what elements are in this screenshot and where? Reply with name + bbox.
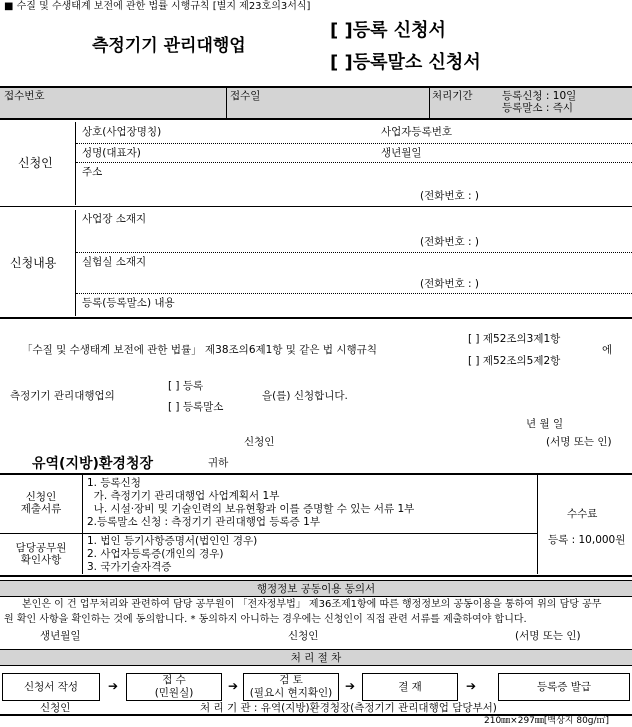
submit-doc-item: 2.등록말소 신청 : 측정기기 관리대행업 등록증 1부 bbox=[87, 516, 320, 528]
arrow-icon: ➔ bbox=[466, 679, 477, 693]
business-site-label: 사업장 소재지 bbox=[82, 213, 147, 225]
address-label: 주소 bbox=[82, 166, 103, 178]
official-check-list bbox=[87, 535, 257, 574]
consent-title: 행정정보 공동이용 동의서 bbox=[256, 583, 376, 595]
check-item: 2. 사업자등록증(개인의 경우) bbox=[87, 548, 224, 560]
title-option-cancel: [ ]등록말소 신청서 bbox=[330, 52, 481, 73]
biz-reg-number-label: 사업자등록번호 bbox=[381, 126, 453, 138]
recipient-suffix: 귀하 bbox=[208, 457, 229, 469]
step-issue: 등록증 발급 bbox=[498, 673, 630, 701]
arrow-icon: ➔ bbox=[108, 679, 119, 693]
submit-doc-item: 가. 측정기기 관리대행업 사업계획서 1부 bbox=[87, 490, 280, 502]
consent-text-2: 원 확인 사항을 확인하는 것에 동의합니다. * 동의하지 아니하는 경우에는 신청인이 직접 관련 서류를 제출하여야 합니다. bbox=[4, 614, 527, 625]
process-agency-label: 처 리 기 관 : 유역(지방)환경청장(측정기기 관리대행업 담당부서) bbox=[200, 702, 497, 714]
process-title: 처 리 절 차 bbox=[290, 652, 342, 664]
applicant-phone-label: (전화번호 : ) bbox=[420, 190, 479, 202]
request-section-label: 신청내용 bbox=[10, 256, 57, 270]
step-receipt: 접 수 (민원실) bbox=[126, 673, 222, 701]
consent-birth-label: 생년월일 bbox=[40, 630, 81, 642]
form-reference: ■ 수질 및 수생태계 보전에 관한 법률 시행규칙 [별지 제23호의3서식] bbox=[4, 1, 311, 12]
fee-label: 수수료 bbox=[567, 508, 598, 520]
step-approval: 결 재 bbox=[362, 673, 458, 701]
clause-option-2[interactable]: [ ] 제52조의5제2항 bbox=[468, 355, 561, 367]
period-cancel: 등록말소 : 즉시 bbox=[502, 102, 574, 114]
arrow-icon: ➔ bbox=[228, 679, 239, 693]
declaration-date: 년 월 일 bbox=[526, 418, 564, 430]
official-check-label: 담당공무원 확인사항 bbox=[15, 542, 67, 567]
consent-sign-label: (서명 또는 인) bbox=[515, 630, 581, 642]
title-option-register: [ ]등록 신청서 bbox=[330, 20, 446, 41]
site-phone-label: (전화번호 : ) bbox=[420, 236, 479, 248]
lab-location-label: 실험실 소재지 bbox=[82, 256, 147, 268]
process-applicant-label: 신청인 bbox=[40, 702, 71, 714]
step-review: 검 토 (필요시 현지확인) bbox=[243, 673, 339, 701]
clause-option-1[interactable]: [ ] 제52조의3제1항 bbox=[468, 333, 561, 345]
lab-phone-label: (전화번호 : ) bbox=[420, 278, 479, 290]
option-register[interactable]: [ ] 등록 bbox=[168, 380, 204, 392]
receipt-date-label: 접수일 bbox=[230, 90, 261, 102]
check-item: 1. 법인 등기사항증명서(법인인 경우) bbox=[87, 535, 258, 547]
declaration-suffix1: 에 bbox=[602, 344, 613, 356]
form-title: 측정기기 관리대행업 bbox=[92, 36, 246, 56]
fee-value: 등록 : 10,000원 bbox=[548, 534, 626, 546]
declaration-sign-label: (서명 또는 인) bbox=[546, 436, 612, 448]
declaration-line2: 측정기기 관리대행업의 bbox=[10, 390, 115, 402]
submit-doc-item: 1. 등록신청 bbox=[87, 477, 141, 489]
submit-doc-item: 나. 시설·장비 및 기술인력의 보유현황과 이를 증명할 수 있는 서류 1부 bbox=[87, 503, 415, 515]
consent-applicant-label: 신청인 bbox=[288, 630, 319, 642]
registration-content-label: 등록(등록말소) 내용 bbox=[82, 297, 175, 309]
processing-period-label: 처리기간 bbox=[432, 90, 473, 102]
period-register: 등록신청 : 10일 bbox=[502, 90, 577, 102]
submit-docs-list bbox=[87, 477, 414, 529]
representative-name-label: 성명(대표자) bbox=[82, 147, 141, 159]
paper-spec: 210㎜×297㎜[백상지 80g/㎡] bbox=[484, 716, 610, 726]
birth-date-label: 생년월일 bbox=[381, 147, 422, 159]
receipt-number-label: 접수번호 bbox=[4, 90, 45, 102]
option-cancel[interactable]: [ ] 등록말소 bbox=[168, 401, 224, 413]
consent-text-1: 본인은 이 건 업무처리와 관련하여 담당 공무원이 「전자정부법」 제36조제1항에 따른 행정정보의 공동이용을 통하여 위의 담당 공무 bbox=[22, 599, 602, 610]
applicant-section-label: 신청인 bbox=[18, 156, 53, 170]
declaration-suffix2: 을(를) 신청합니다. bbox=[262, 390, 348, 402]
arrow-icon: ➔ bbox=[345, 679, 356, 693]
step-application: 신청서 작성 bbox=[2, 673, 100, 701]
company-name-label: 상호(사업장명칭) bbox=[82, 126, 162, 138]
check-item: 3. 국가기술자격증 bbox=[87, 561, 172, 573]
recipient-name: 유역(지방)환경청장 bbox=[32, 456, 153, 472]
submit-docs-label: 신청인 제출서류 bbox=[20, 491, 62, 516]
declaration-applicant-label: 신청인 bbox=[244, 436, 275, 448]
declaration-line1: 「수질 및 수생태계 보전에 관한 법률」 제38조의6제1항 및 같은 법 시행규칙 bbox=[22, 344, 377, 356]
